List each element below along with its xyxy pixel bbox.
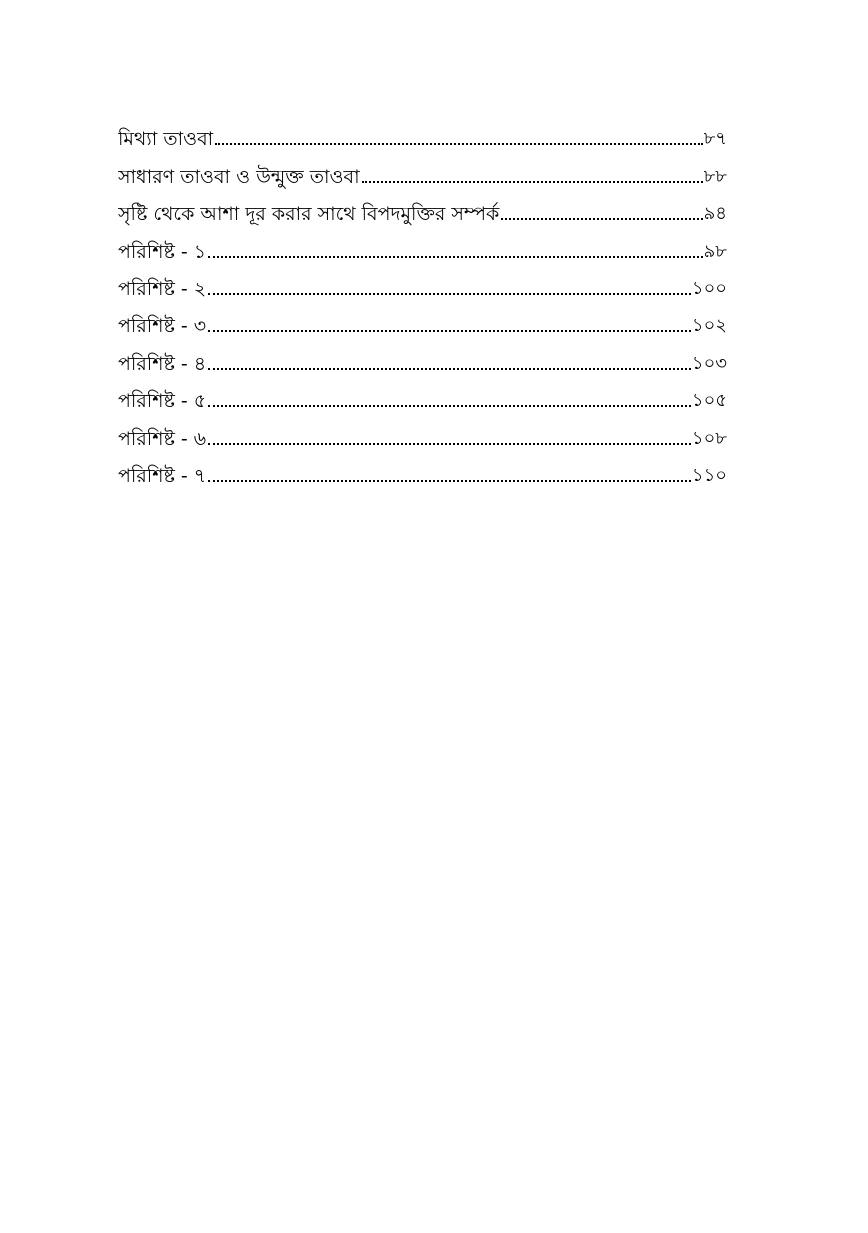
dot-leader [208, 405, 691, 407]
toc-entry [118, 338, 727, 375]
toc-entry-title: সৃষ্টি থেকে আশা দূর করার সাথে বিপদমুক্তির সম্পর্ক [118, 203, 500, 226]
toc-entry [118, 413, 727, 450]
toc-entry-page-number: ১১০ [691, 464, 727, 486]
toc-entry-page-number: ৯৪ [703, 203, 727, 225]
toc-entry-title: পরিশিষ্ট - ৪ [118, 352, 207, 375]
dot-leader [208, 293, 691, 295]
toc-entry-title: পরিশিষ্ট - ৩ [118, 315, 207, 338]
toc-entry [118, 114, 727, 151]
toc-entry [118, 189, 727, 226]
toc-entry-page-number: ৮৮ [703, 165, 727, 187]
dot-leader [501, 218, 702, 220]
toc-entry [118, 264, 727, 301]
toc-entry-title: পরিশিষ্ট - ৬ [118, 427, 207, 450]
toc-entry-title: মিথ্যা তাওবা [118, 128, 214, 151]
toc-entry-title: পরিশিষ্ট - ৫ [118, 390, 207, 413]
toc-entry-page-number: ১০৫ [691, 390, 727, 412]
dot-leader [215, 143, 702, 145]
toc-entry-page-number: ১০৮ [691, 427, 727, 449]
toc-entry-page-number: ১০২ [691, 315, 727, 337]
toc-entry-page-number: ১০০ [691, 277, 727, 299]
toc-entry [118, 376, 727, 413]
dot-leader [208, 443, 691, 445]
toc-entry-title: পরিশিষ্ট - ৭ [118, 464, 207, 487]
toc-entry-page-number: ৮৭ [703, 128, 727, 150]
dot-leader [208, 368, 691, 370]
toc-entry-title: পরিশিষ্ট - ২ [118, 277, 207, 300]
dot-leader [208, 256, 703, 258]
toc-entry-title: পরিশিষ্ট - ১ [118, 240, 207, 263]
toc-entry-page-number: ১০৩ [691, 352, 727, 374]
toc-entry-title: সাধারণ তাওবা ও উন্মুক্ত তাওবা [118, 165, 360, 188]
toc-entry [118, 451, 727, 488]
toc-entry [118, 151, 727, 188]
toc-entry [118, 226, 727, 263]
toc-entry [118, 301, 727, 338]
dot-leader [208, 480, 691, 482]
toc-entry-page-number: ৯৮ [703, 240, 727, 262]
dot-leader [208, 330, 691, 332]
table-of-contents [118, 114, 727, 488]
dot-leader [362, 181, 703, 183]
